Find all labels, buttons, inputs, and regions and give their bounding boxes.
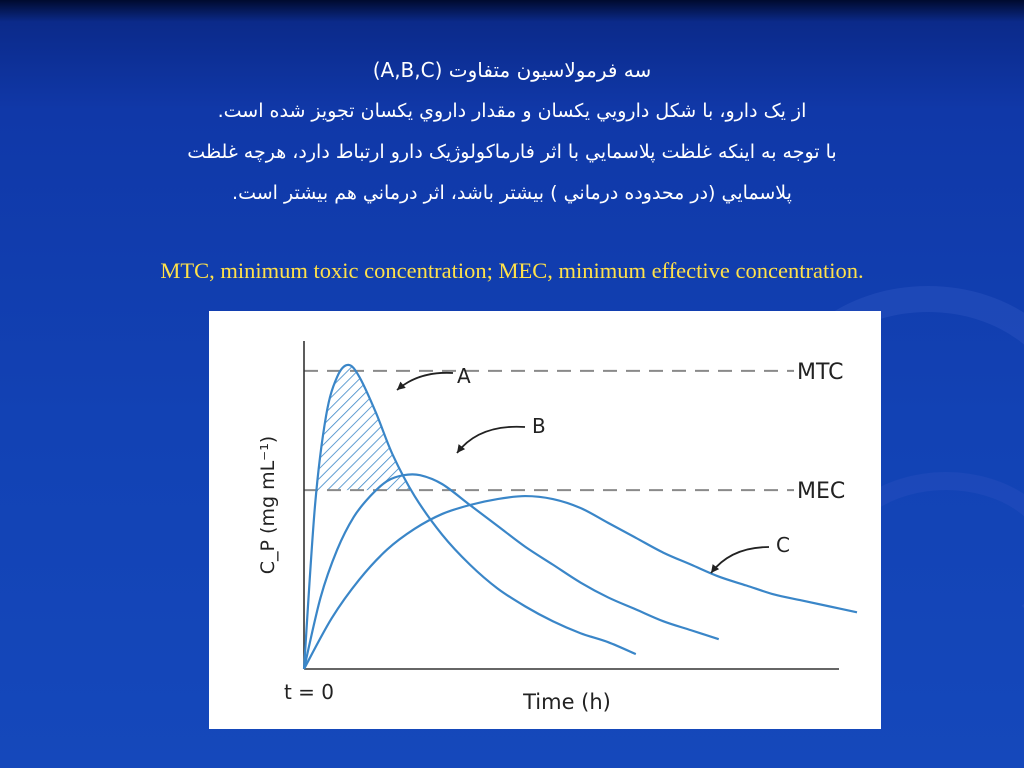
callout-arrow-b xyxy=(457,427,525,453)
series-label-b: B xyxy=(532,414,546,438)
concentration-time-chart xyxy=(209,311,881,729)
series-label-c: C xyxy=(776,533,790,557)
series-label-a: A xyxy=(457,364,471,388)
threshold-label-mtc: MTC xyxy=(797,359,844,385)
title-line-3: با توجه به اينکه غلظت پلاسمايي با اثر فارماکولوژيک دارو ارتباط دارد، هرچه غلظت xyxy=(187,141,837,163)
title-line-4: پلاسمايي (در محدوده درماني ) بيشتر باشد، اثر درماني هم بيشتر است. xyxy=(232,182,792,204)
chart-panel xyxy=(209,311,881,729)
y-axis-label: C_P (mg mL⁻¹) xyxy=(257,435,279,575)
callout-arrowhead-a xyxy=(397,382,406,390)
title-line-2: از یک دارو، با شکل دارويي يکسان و مقدار داروي يکسان تجويز شده است. xyxy=(217,100,807,122)
origin-label: t = 0 xyxy=(283,680,335,704)
threshold-label-mec: MEC xyxy=(797,479,846,505)
callout-arrow-a xyxy=(397,373,453,390)
slide-title-block xyxy=(0,50,1024,214)
title-line-1: سه فرمولاسيون متفاوت (A,B,C) xyxy=(372,58,652,82)
abbreviation-caption: MTC, minimum toxic concentration; MEC, minimum effective concentration. xyxy=(160,258,864,283)
x-axis-label: Time (h) xyxy=(523,690,611,714)
callout-arrow-c xyxy=(711,547,769,573)
